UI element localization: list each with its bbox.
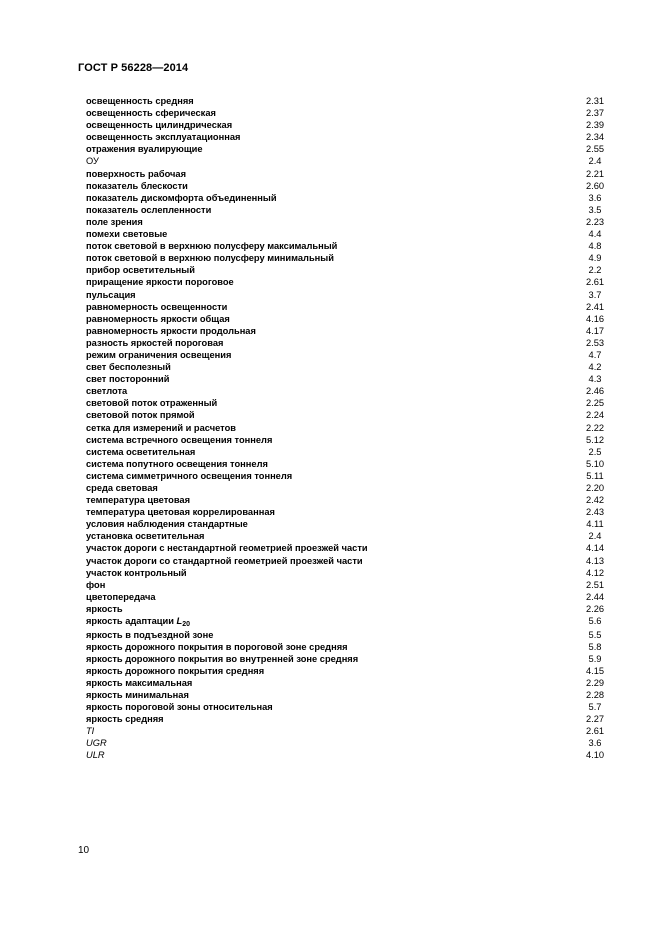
index-entry — [86, 591, 608, 603]
entry-term-text: система попутного освещения тоннеля — [86, 458, 268, 469]
index-entry — [86, 629, 608, 641]
entry-section-number: 5.8 — [588, 641, 602, 652]
entry-term — [86, 385, 127, 397]
term-index-list — [86, 95, 608, 762]
entry-section-number: 2.42 — [585, 495, 605, 506]
index-entry — [86, 155, 608, 167]
entry-term-text: участок контрольный — [86, 567, 187, 578]
entry-term-text: свет посторонний — [86, 374, 170, 385]
entry-section-number: 4.8 — [588, 241, 602, 252]
entry-term — [86, 361, 171, 373]
entry-term — [86, 494, 190, 506]
entry-section-number: 2.25 — [585, 398, 605, 409]
entry-term-text: яркость дорожного покрытия во внутренней зоне средняя — [86, 653, 359, 664]
entry-term — [86, 555, 363, 567]
entry-term-text: участок дороги с нестандартной геометрией проезжей части — [86, 543, 368, 554]
entry-term-text: TI — [86, 726, 95, 737]
index-entry — [86, 252, 608, 264]
entry-term-text: поток световой в верхнюю полусферу минимальный — [86, 253, 334, 264]
entry-section-number: 2.53 — [585, 337, 605, 348]
index-entry — [86, 325, 608, 337]
index-entry — [86, 107, 608, 119]
entry-term — [86, 397, 217, 409]
entry-term-text: равномерность яркости общая — [86, 313, 230, 324]
entry-term-text: помехи световые — [86, 229, 168, 240]
index-entry — [86, 615, 608, 629]
index-entry — [86, 240, 608, 252]
entry-section-number: 5.10 — [585, 458, 605, 469]
entry-term — [86, 434, 272, 446]
entry-section-number: 2.29 — [585, 677, 605, 688]
entry-section-number: 5.11 — [586, 470, 604, 481]
entry-term — [86, 131, 240, 143]
entry-section-number: 2.24 — [585, 410, 605, 421]
index-entry — [86, 289, 608, 301]
entry-section-number: 2.26 — [585, 603, 605, 614]
index-entry — [86, 264, 608, 276]
entry-section-number: 2.39 — [585, 120, 605, 131]
index-entry — [86, 409, 608, 421]
index-entry — [86, 361, 608, 373]
entry-term-text: яркость дорожного покрытия средняя — [86, 665, 265, 676]
entry-section-number: 4.12 — [585, 567, 605, 578]
entry-term-text: яркость дорожного покрытия в пороговой зоне средняя — [86, 641, 348, 652]
entry-term-text: яркость минимальная — [86, 690, 189, 700]
entry-term-text: световой поток прямой — [86, 410, 195, 421]
entry-term — [86, 204, 211, 216]
entry-term-text: система встречного освещения тоннеля — [86, 434, 273, 445]
index-entry — [86, 641, 608, 653]
entry-term-text: отражения вуалирующие — [86, 144, 203, 155]
entry-section-number: 4.11 — [586, 519, 604, 530]
entry-term — [86, 119, 232, 131]
entry-term-text: яркость максимальная — [86, 677, 193, 688]
entry-term-text: система симметричного освещения тоннеля — [86, 470, 293, 481]
entry-section-number: 2.22 — [585, 422, 605, 433]
entry-subscript: 20 — [182, 621, 191, 629]
entry-term — [86, 264, 195, 276]
entry-term — [86, 301, 227, 313]
index-entry — [86, 567, 608, 579]
entry-term-text: показатель блескости — [86, 180, 188, 191]
entry-term-text: освещенность эксплуатационная — [86, 132, 241, 143]
entry-term — [86, 470, 292, 482]
index-entry — [86, 555, 608, 567]
entry-section-number: 2.28 — [585, 690, 605, 700]
entry-term-text: яркость пороговой зоны относительная — [86, 702, 273, 713]
entry-term — [86, 542, 368, 554]
index-entry — [86, 506, 608, 518]
entry-term-text: UGR — [86, 738, 107, 749]
entry-section-number: 2.37 — [585, 108, 605, 119]
entry-term — [86, 653, 358, 665]
entry-section-number: 4.7 — [588, 349, 602, 360]
entry-term-text: яркость в подъездной зоне — [86, 629, 214, 640]
entry-section-number: 2.23 — [585, 216, 605, 227]
index-entry — [86, 494, 608, 506]
entry-term — [86, 168, 186, 180]
entry-term-text: разность яркостей пороговая — [86, 337, 224, 348]
index-entry — [86, 95, 608, 107]
index-entry — [86, 725, 608, 737]
index-entry — [86, 653, 608, 665]
entry-term-text: освещенность средняя — [86, 96, 194, 106]
index-entry — [86, 422, 608, 434]
entry-term — [86, 506, 275, 518]
index-entry — [86, 313, 608, 325]
entry-term-text: яркость адаптации — [86, 616, 177, 627]
entry-term-text: среда световая — [86, 483, 158, 493]
entry-term-text: равномерность освещенности — [86, 301, 228, 312]
entry-section-number: 2.61 — [585, 726, 605, 737]
entry-section-number: 5.6 — [588, 616, 602, 627]
index-entry — [86, 677, 608, 689]
entry-term-text: поверхность рабочая — [86, 168, 187, 179]
entry-term — [86, 349, 231, 361]
entry-term — [86, 325, 256, 337]
index-entry — [86, 143, 608, 155]
entry-term — [86, 737, 107, 749]
index-entry — [86, 349, 608, 361]
entry-term-text: цветопередача — [86, 591, 156, 602]
entry-term — [86, 422, 236, 434]
entry-term-text: температура цветовая — [86, 495, 191, 506]
index-entry — [86, 385, 608, 397]
index-entry — [86, 168, 608, 180]
index-entry — [86, 434, 608, 446]
entry-section-number: 3.5 — [588, 204, 602, 215]
entry-term — [86, 629, 213, 641]
entry-term — [86, 665, 264, 677]
entry-term — [86, 446, 195, 458]
entry-term — [86, 228, 167, 240]
entry-term-text: сетка для измерений и расчетов — [86, 422, 236, 433]
entry-term-text: поток световой в верхнюю полусферу максимальный — [86, 241, 338, 252]
entry-term — [86, 591, 156, 603]
entry-term-text: приращение яркости пороговое — [86, 277, 234, 288]
entry-term-text: светлота — [86, 386, 128, 397]
entry-term — [86, 567, 187, 579]
entry-section-number: 4.17 — [585, 325, 605, 336]
entry-term — [86, 725, 94, 737]
entry-term — [86, 155, 99, 167]
entry-term — [86, 337, 223, 349]
entry-section-number: 4.3 — [588, 374, 602, 385]
entry-section-number: 3.7 — [588, 289, 602, 300]
document-header: ГОСТ Р 56228—2014 — [78, 62, 189, 74]
entry-term-text: фон — [86, 579, 106, 590]
entry-section-number: 4.14 — [585, 543, 605, 554]
index-entry — [86, 192, 608, 204]
entry-section-number: 2.5 — [588, 446, 602, 457]
index-entry — [86, 337, 608, 349]
index-entry — [86, 518, 608, 530]
entry-term — [86, 216, 143, 228]
index-entry — [86, 579, 608, 591]
entry-term — [86, 458, 268, 470]
index-entry — [86, 373, 608, 385]
entry-section-number: 2.61 — [585, 277, 605, 288]
entry-section-number: 5.5 — [588, 629, 602, 640]
index-entry — [86, 482, 608, 494]
entry-section-number: 2.4 — [588, 531, 602, 542]
entry-term — [86, 252, 334, 264]
entry-term — [86, 95, 194, 107]
index-entry — [86, 701, 608, 713]
entry-term — [86, 192, 277, 204]
entry-section-number: 4.2 — [588, 362, 602, 373]
entry-section-number: 4.16 — [585, 313, 605, 324]
index-entry — [86, 749, 608, 761]
entry-term-text: температура цветовая коррелированная — [86, 507, 275, 518]
entry-section-number: 5.7 — [588, 702, 602, 713]
index-entry — [86, 542, 608, 554]
entry-term — [86, 276, 234, 288]
index-entry — [86, 446, 608, 458]
entry-term — [86, 482, 158, 494]
index-entry — [86, 131, 608, 143]
index-entry — [86, 119, 608, 131]
entry-section-number: 2.51 — [585, 579, 605, 590]
index-entry — [86, 216, 608, 228]
entry-term — [86, 689, 189, 701]
entry-term-text: система осветительная — [86, 446, 196, 457]
entry-term-text: равномерность яркости продольная — [86, 325, 256, 336]
entry-term-text: пульсация — [86, 289, 136, 300]
index-entry — [86, 713, 608, 725]
entry-section-number: 3.6 — [588, 192, 602, 203]
index-entry — [86, 689, 608, 701]
entry-term — [86, 615, 190, 629]
entry-term — [86, 530, 204, 542]
index-entry — [86, 276, 608, 288]
entry-section-number: 2.44 — [585, 591, 605, 602]
entry-section-number: 2.43 — [585, 507, 605, 518]
index-entry — [86, 530, 608, 542]
entry-term — [86, 518, 248, 530]
entry-term-text: освещенность цилиндрическая — [86, 120, 233, 131]
entry-section-number: 5.12 — [585, 434, 605, 445]
entry-term — [86, 749, 105, 761]
entry-term — [86, 143, 203, 155]
entry-section-number: 2.31 — [585, 96, 605, 106]
entry-term-text: ОУ — [86, 156, 99, 167]
entry-term — [86, 701, 273, 713]
index-entry — [86, 470, 608, 482]
entry-term — [86, 713, 164, 725]
entry-term — [86, 677, 192, 689]
entry-section-number: 2.60 — [585, 180, 605, 191]
entry-section-number: 2.27 — [585, 714, 605, 725]
entry-term-text: освещенность сферическая — [86, 108, 216, 119]
entry-term-text: установка осветительная — [86, 531, 205, 542]
index-entry — [86, 228, 608, 240]
entry-term-text: условия наблюдения стандартные — [86, 519, 248, 530]
entry-term-text: яркость средняя — [86, 714, 164, 725]
index-entry — [86, 204, 608, 216]
entry-section-number: 2.20 — [585, 483, 605, 493]
entry-section-number: 4.15 — [585, 665, 605, 676]
index-entry — [86, 180, 608, 192]
index-entry — [86, 301, 608, 313]
entry-term — [86, 641, 348, 653]
entry-symbol: L — [176, 616, 183, 627]
entry-term-text: поле зрения — [86, 216, 143, 227]
entry-section-number: 3.6 — [588, 738, 602, 749]
entry-term-text: показатель дискомфорта объединенный — [86, 192, 277, 203]
entry-term — [86, 240, 337, 252]
entry-section-number: 4.10 — [585, 750, 605, 761]
entry-term-text: режим ограничения освещения — [86, 349, 232, 360]
entry-term — [86, 289, 136, 301]
entry-section-number: 4.9 — [588, 253, 602, 264]
index-entry — [86, 603, 608, 615]
entry-term-text: участок дороги со стандартной геометрией проезжей части — [86, 555, 363, 566]
entry-term — [86, 373, 169, 385]
entry-section-number: 4.4 — [588, 229, 602, 240]
entry-section-number: 5.9 — [588, 653, 602, 664]
entry-term — [86, 603, 123, 615]
entry-section-number: 2.55 — [585, 144, 605, 155]
entry-section-number: 2.41 — [585, 301, 605, 312]
index-entry — [86, 397, 608, 409]
entry-term-text: яркость — [86, 603, 123, 614]
index-entry — [86, 458, 608, 470]
index-entry — [86, 665, 608, 677]
index-entry — [86, 737, 608, 749]
entry-section-number: 2.46 — [585, 386, 605, 397]
entry-term — [86, 313, 230, 325]
page-number: 10 — [78, 845, 90, 856]
entry-term — [86, 409, 195, 421]
entry-section-number: 2.2 — [588, 265, 602, 276]
entry-term-text: световой поток отраженный — [86, 398, 218, 409]
entry-section-number: 2.34 — [585, 132, 605, 143]
entry-term — [86, 107, 216, 119]
entry-term — [86, 579, 105, 591]
entry-term-text: ULR — [86, 750, 105, 761]
entry-term — [86, 180, 188, 192]
entry-section-number: 2.21 — [585, 168, 605, 179]
entry-section-number: 4.13 — [585, 555, 605, 566]
entry-term-text: свет бесполезный — [86, 362, 171, 373]
entry-section-number: 2.4 — [588, 156, 602, 167]
entry-term-text: показатель ослепленности — [86, 204, 212, 215]
entry-term-text: прибор осветительный — [86, 265, 195, 276]
